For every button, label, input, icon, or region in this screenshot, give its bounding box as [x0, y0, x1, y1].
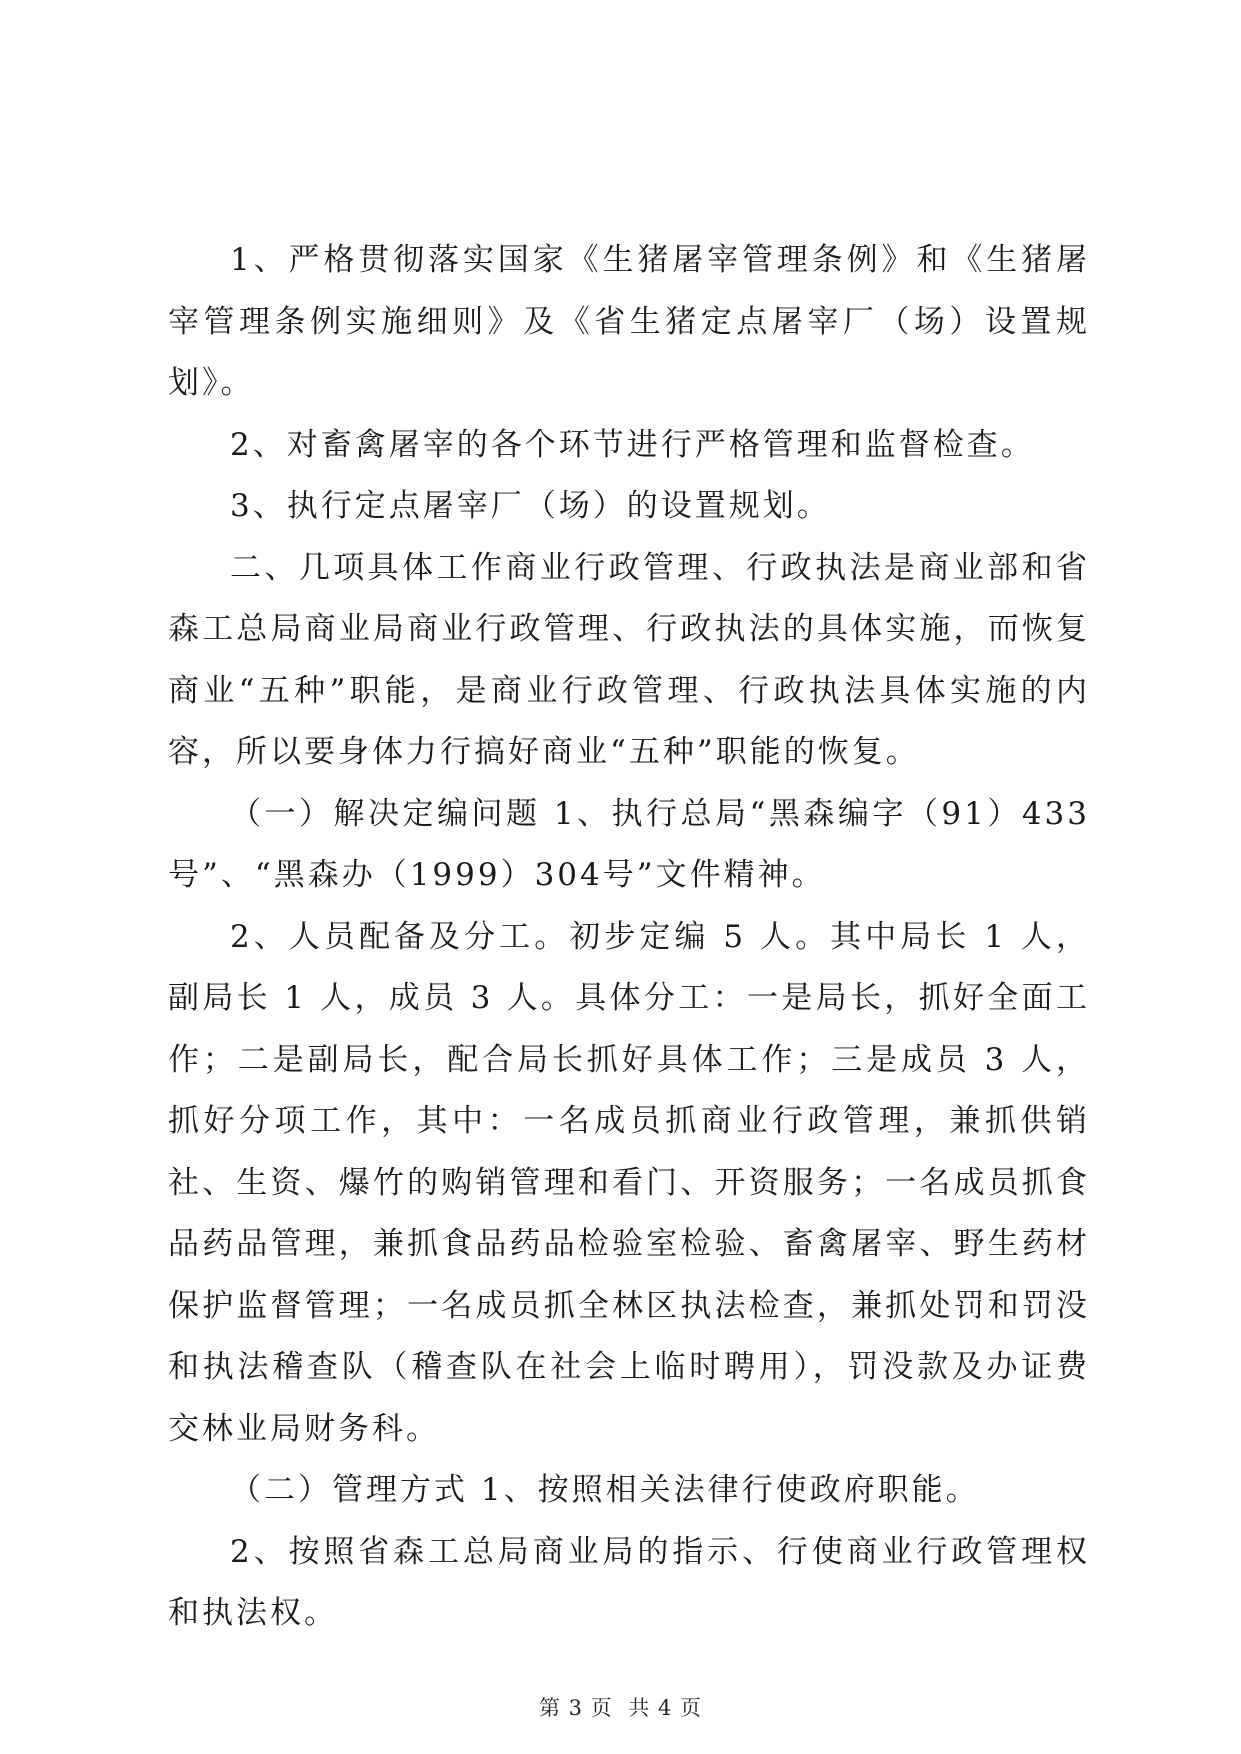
paragraph-7: （二）管理方式 1、按照相关法律行使政府职能。: [230, 1472, 980, 1508]
page-number: 第 3 页: [538, 1696, 613, 1720]
paragraph-1: 1、严格贯彻落实国家《生猪屠宰管理条例》和《生猪屠宰管理条例实施细则》及《省生猪定点屠宰厂（场）设置规划》。: [168, 242, 1090, 401]
paragraph-2: 2、对畜禽屠宰的各个环节进行严格管理和监督检查。: [230, 426, 1035, 463]
page-total: 共 4 页: [628, 1696, 703, 1720]
paragraph-3: 3、执行定点屠宰厂（场）的设置规划。: [230, 488, 831, 524]
paragraph-8: 2、按照省森工总局商业局的指示、行使商业行政管理权和执法权。: [168, 1533, 1090, 1631]
page-footer: [0, 1692, 1241, 1722]
paragraph-6: 2、人员配备及分工。初步定编 5 人。其中局长 1 人，副局长 1 人，成员 3 人。具体分工：一是局长，抓好全面工作；二是副局长，配合局长抓好具体工作；三是成员 3 人，抓好分项工作，其中：一名成员抓商业行政管理，兼抓供销社、生资、爆竹的购销管理和看门、开资服务；一名成员抓食品药品管理，兼抓食品药品检验室检验、畜禽屠宰、野生药材保护监督管理；一名成员抓全林区执法检查，兼抓处罚和罚没和执法稽查队（稽查队在社会上临时聘用），罚没款及办证费交林业局财务科。: [168, 918, 1090, 1447]
paragraph-5: （一）解决定编问题 1、执行总局“黑森编字（91）433号”、“黑森办（1999）304号”文件精神。: [168, 795, 1090, 893]
paragraph-4: 二、几项具体工作商业行政管理、行政执法是商业部和省森工总局商业局商业行政管理、行政执法的具体实施，而恢复商业“五种”职能，是商业行政管理、行政执法具体实施的内容，所以要身体力行搞好商业“五种”职能的恢复。: [168, 549, 1090, 770]
document-body: [168, 230, 1090, 1645]
